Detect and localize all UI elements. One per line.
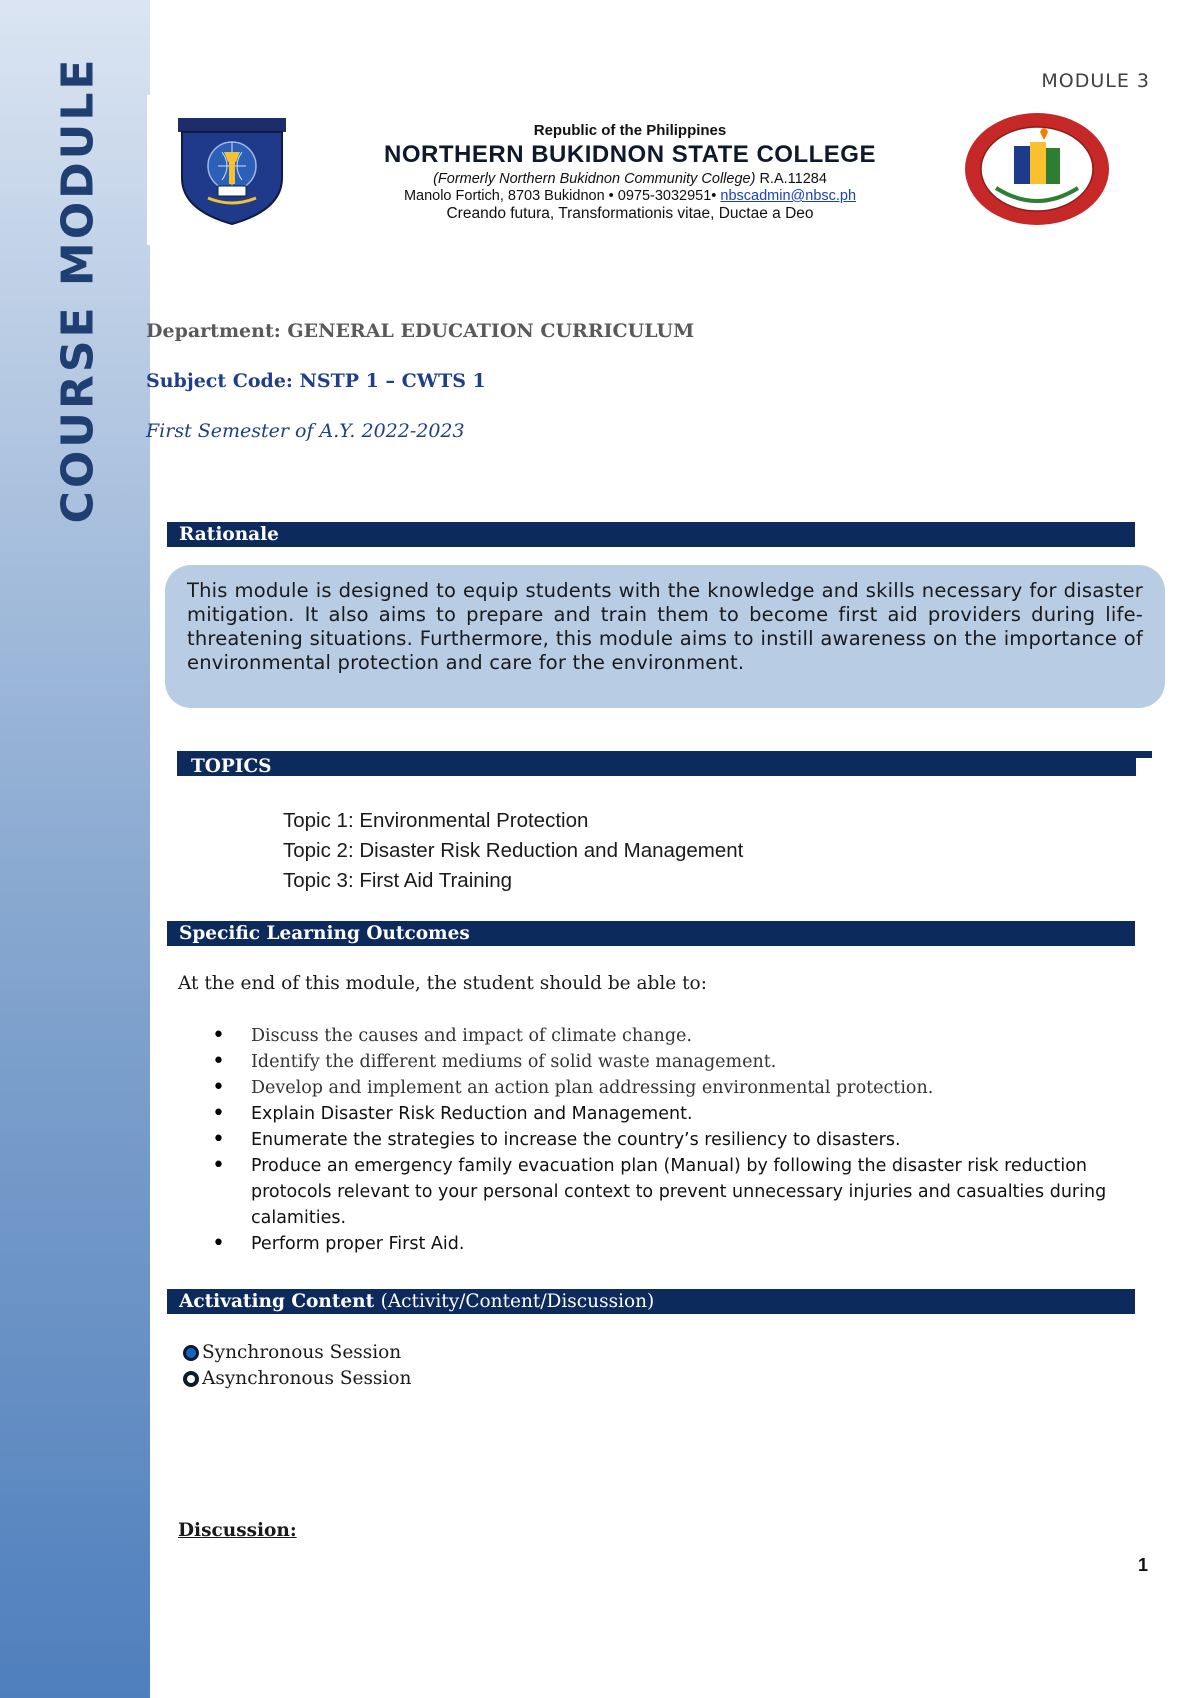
header-divider — [147, 95, 157, 245]
topic-item: Topic 1: Environmental Protection — [283, 809, 589, 832]
topics-list — [283, 806, 743, 896]
synchronous-label: Synchronous Session — [202, 1342, 402, 1363]
list-item: • Develop and implement an action plan addressing environmental protection. — [212, 1075, 1132, 1101]
module-label: MODULE 3 — [1041, 70, 1150, 92]
discussion-label: Discussion: — [178, 1520, 297, 1541]
rationale-heading: Rationale — [167, 522, 1135, 547]
activating-subheading: (Activity/Content/Discussion) — [380, 1291, 655, 1312]
formerly-line — [340, 171, 920, 187]
list-item: • Identify the different mediums of solid waste management. — [212, 1049, 1132, 1075]
radio-selected-icon[interactable] — [183, 1345, 199, 1361]
list-item: • Produce an emergency family evacuation plan (Manual) by following the disaster risk reduction protocols relevant to your personal context to prevent unnecessary injuries and casualties during calamities. — [212, 1153, 1132, 1231]
sidebar — [0, 0, 150, 1698]
formerly-name: (Formerly Northern Bukidnon Community College) — [433, 171, 756, 187]
college-name: NORTHERN BUKIDNON STATE COLLEGE — [384, 141, 876, 168]
list-item: • Explain Disaster Risk Reduction and Management. — [212, 1101, 1132, 1127]
page-number: 1 — [1137, 1555, 1148, 1575]
slo-heading: Specific Learning Outcomes — [167, 921, 1135, 946]
activating-heading-label: Activating Content — [179, 1291, 375, 1312]
topics-heading-label: TOPICS — [191, 756, 272, 777]
asynchronous-option[interactable] — [183, 1368, 411, 1389]
activating-heading — [167, 1289, 1135, 1314]
republic-line: Republic of the Philippines — [533, 122, 727, 139]
topic-item: Topic 2: Disaster Risk Reduction and Management — [283, 839, 744, 862]
college-motto: Creando futura, Transformationis vitae, Ductae a Deo — [446, 205, 814, 222]
synchronous-option[interactable] — [183, 1342, 401, 1363]
list-item: • Enumerate the strategies to increase the country’s resiliency to disasters. — [212, 1127, 1132, 1153]
topic-item: Topic 3: First Aid Training — [283, 869, 513, 892]
slo-list — [212, 1023, 1132, 1257]
slo-intro: At the end of this module, the student should be able to: — [178, 973, 707, 994]
asynchronous-label: Asynchronous Session — [202, 1368, 412, 1389]
rationale-text: This module is designed to equip students with the knowledge and skills necessary for disaster mitigation. It also aims to prepare and train them to become first aid providers during life-threatening situations. Furthermore, this module aims to instill awareness on the importance of environmental protection and care for the environment. — [165, 565, 1165, 708]
letterhead — [340, 122, 920, 223]
gec-department-seal-icon — [962, 110, 1112, 228]
department-label: Department: — [146, 320, 281, 342]
list-item: • Perform proper First Aid. — [212, 1231, 1132, 1257]
list-item: • Discuss the causes and impact of climate change. — [212, 1023, 1132, 1049]
department-value: GENERAL EDUCATION CURRICULUM — [287, 320, 695, 342]
topics-heading — [177, 751, 1152, 776]
topics-bar-endcap — [1136, 756, 1152, 778]
republic-act: R.A.11284 — [759, 171, 827, 187]
subject-code: Subject Code: NSTP 1 – CWTS 1 — [146, 370, 486, 392]
college-seal-icon — [178, 118, 286, 226]
email-link[interactable]: nbscadmin@nbsc.ph — [720, 188, 857, 204]
department-line — [146, 320, 694, 342]
course-module-title: COURSE MODULE — [52, 56, 104, 524]
address-text: Manolo Fortich, 8703 Bukidnon • 0975-3032951• — [403, 188, 717, 204]
address-line — [340, 188, 920, 204]
semester-line: First Semester of A.Y. 2022-2023 — [146, 420, 465, 442]
radio-unselected-icon[interactable] — [183, 1371, 199, 1387]
